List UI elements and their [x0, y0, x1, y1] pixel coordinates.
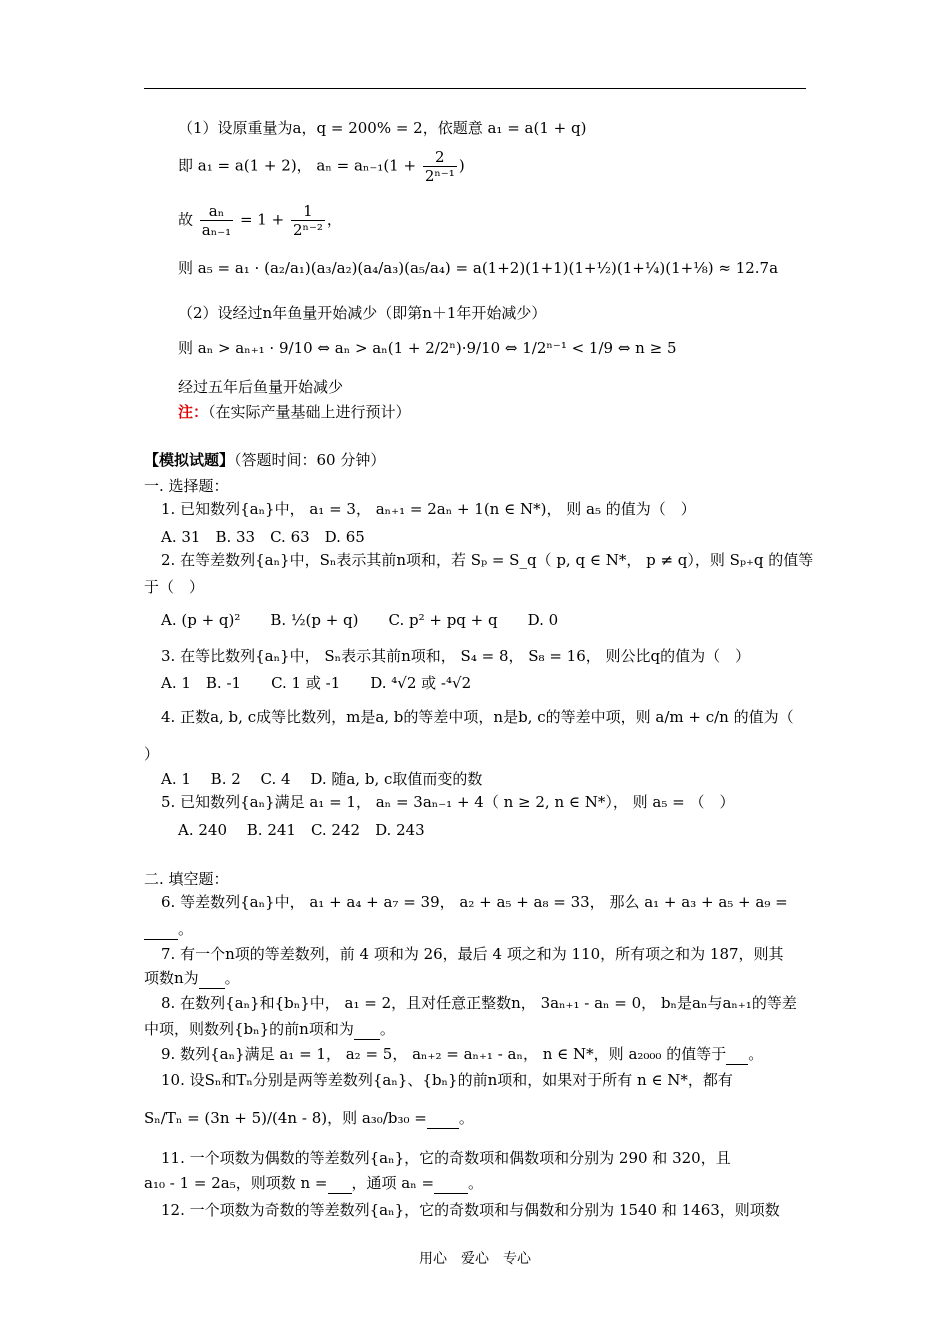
question-3-options: A. 1 B. -1 C. 1 或 -1 D. ⁴√2 或 -⁴√2 [161, 674, 472, 692]
question-12: 12. 一个项数为奇数的等差数列{aₙ}，它的奇数项和与偶数和分别为 1540 和 1463，则项数 [161, 1201, 780, 1219]
fraction-den: 2ⁿ⁻¹ [424, 167, 455, 185]
question-2-options: A. (p + q)² B. ½(p + q) C. p² + pq + q D. 0 [161, 611, 559, 629]
question-5-options: A. 240 B. 241 C. 242 D. 243 [178, 821, 425, 839]
solution-line-1: （1）设原重量为a，q = 200% = 2，依题意 a₁ = a(1 + q) [178, 119, 587, 137]
period: 。 [458, 1109, 474, 1127]
question-8: 8. 在数列{aₙ}和{bₙ}中， a₁ = 2，且对任意正整数n， 3aₙ₊₁ - aₙ = 0， bₙ是aₙ与aₙ₊₁的等差 [161, 994, 797, 1012]
question-4-cont: ） [144, 745, 160, 763]
part-2-heading: 二. 填空题： [144, 870, 229, 888]
question-4-options: A. 1 B. 2 C. 4 D. 随a, b, c取值而变的数 [161, 770, 483, 788]
question-2-cont: 于（ ） [144, 578, 205, 596]
solution-line-3: 故 $\frac{\text{aₙ}}{\text{aₙ₋₁}}$ = 1 + $\frac{1}{\text{2ⁿ⁻²}}$ ， [178, 202, 342, 239]
question-8-cont [144, 1019, 395, 1040]
part-1-heading: 一. 选择题： [144, 477, 229, 495]
fraction-den: aₙ₋₁ [201, 221, 232, 239]
question-1-options: A. 31 B. 33 C. 63 D. 65 [161, 528, 365, 546]
fraction-num: 1 [291, 202, 325, 221]
question-8-cont-text: 中项，则数列{bₙ}的前n项和为 [144, 1020, 354, 1038]
solution-line-3-mid: = 1 + [239, 210, 285, 229]
solution-line-4: 则 a₅ = a₁ · (a₂/a₁)(a₃/a₂)(a₄/a₃)(a₅/a₄) = a(1+2)(1+1)(1+½)(1+¼)(1+⅛) ≈ 12.7a [178, 259, 779, 277]
question-2: 2. 在等差数列{aₙ}中，Sₙ表示其前n项和，若 Sₚ = S_q（ p, q ∈ N*， p ≠ q），则 Sₚ₊q 的值等 [161, 551, 814, 569]
solution-line-2: 即 a₁ = a(1 + 2)， aₙ = aₙ₋₁(1 + $\frac{2}{\text{2ⁿ⁻¹}}$ ) [178, 148, 465, 185]
solution-line-6: 则 aₙ > aₙ₊₁ · 9/10 ⇔ aₙ > aₙ(1 + 2/2ⁿ)·9/10 ⇔ 1/2ⁿ⁻¹ < 1/9 ⇔ n ≥ 5 [178, 339, 677, 357]
fraction-num: aₙ [200, 202, 233, 221]
question-11: 11. 一个项数为偶数的等差数列{aₙ}，它的奇数项和偶数项和分别为 290 和 320，且 [161, 1149, 731, 1167]
question-9 [161, 1044, 763, 1065]
question-6: 6. 等差数列{aₙ}中， a₁ + a₄ + a₇ = 39， a₂ + a₅ + a₈ = 33， 那么 a₁ + a₃ + a₅ + a₉ = [161, 893, 788, 911]
section-header [144, 450, 385, 470]
note-line [178, 402, 411, 422]
question-4: 4. 正数a, b, c成等比数列，m是a, b的等差中项，n是b, c的等差中项，则 a/m + c/n 的值为（ [161, 708, 794, 726]
answer-blank[interactable] [726, 1044, 748, 1065]
fraction-den: 2ⁿ⁻² [292, 221, 323, 239]
question-1: 1. 已知数列{aₙ}中， a₁ = 3， aₙ₊₁ = 2aₙ + 1(n ∈ N*)， 则 a₅ 的值为（ ） [161, 500, 696, 518]
section-time: （答题时间：60 分钟） [234, 451, 386, 469]
answer-blank[interactable] [434, 1173, 468, 1194]
question-6-end: 。 [178, 920, 194, 938]
question-7-cont [144, 968, 240, 989]
note-text: （在实际产量基础上进行预计） [208, 403, 411, 421]
question-11-cont-text: a₁₀ - 1 = 2a₅，则项数 n = [144, 1174, 328, 1192]
question-6-cont [144, 919, 193, 940]
solution-line-5: （2）设经过n年鱼量开始减少（即第n＋1年开始减少） [178, 304, 547, 322]
question-3: 3. 在等比数列{aₙ}中， Sₙ表示其前n项和， S₄ = 8， S₈ = 16， 则公比q的值为（ ） [161, 647, 751, 665]
question-5: 5. 已知数列{aₙ}满足 a₁ = 1， aₙ = 3aₙ₋₁ + 4（ n ≥ 2, n ∈ N*）， 则 a₅ = （ ） [161, 793, 735, 811]
solution-line-7: 经过五年后鱼量开始减少 [178, 378, 344, 396]
question-10-cont [144, 1108, 474, 1129]
answer-blank[interactable] [328, 1173, 352, 1194]
page-footer: 用心 爱心 专心 [419, 1251, 531, 1267]
question-10-cont-text: Sₙ/Tₙ = (3n + 5)/(4n - 8)，则 a₃₀/b₃₀ = [144, 1109, 427, 1127]
header-rule [144, 88, 806, 89]
answer-blank[interactable] [144, 919, 178, 940]
question-9-text: 9. 数列{aₙ}满足 a₁ = 1， a₂ = 5， aₙ₊₂ = aₙ₊₁ - aₙ， n ∈ N*，则 a₂₀₀₀ 的值等于 [161, 1045, 727, 1063]
period: 。 [224, 969, 240, 987]
fraction [200, 202, 233, 239]
section-title: 【模拟试题】 [144, 451, 235, 469]
period: 。 [468, 1174, 484, 1192]
answer-blank[interactable] [427, 1108, 459, 1129]
question-11-cont [144, 1173, 483, 1194]
fraction [423, 148, 457, 185]
period: 。 [379, 1020, 395, 1038]
question-10: 10. 设Sₙ和Tₙ分别是两等差数列{aₙ}、{bₙ}的前n项和，如果对于所有 n ∈ N*，都有 [161, 1071, 733, 1089]
question-7-cont-text: 项数n为 [144, 969, 199, 987]
question-7: 7. 有一个n项的等差数列，前 4 项和为 26，最后 4 项之和为 110，所有项之和为 187，则其 [161, 945, 784, 963]
question-11-cont-text-2: ，通项 aₙ = [351, 1174, 435, 1192]
solution-line-3-prefix: 故 [178, 210, 194, 229]
fraction [291, 202, 325, 239]
answer-blank[interactable] [354, 1019, 380, 1040]
period: 。 [748, 1045, 764, 1063]
answer-blank[interactable] [199, 968, 225, 989]
solution-line-2-text: 即 a₁ = a(1 + 2)， aₙ = aₙ₋₁(1 + [178, 156, 421, 175]
fraction-num: 2 [423, 148, 457, 167]
note-label: 注： [178, 403, 209, 421]
